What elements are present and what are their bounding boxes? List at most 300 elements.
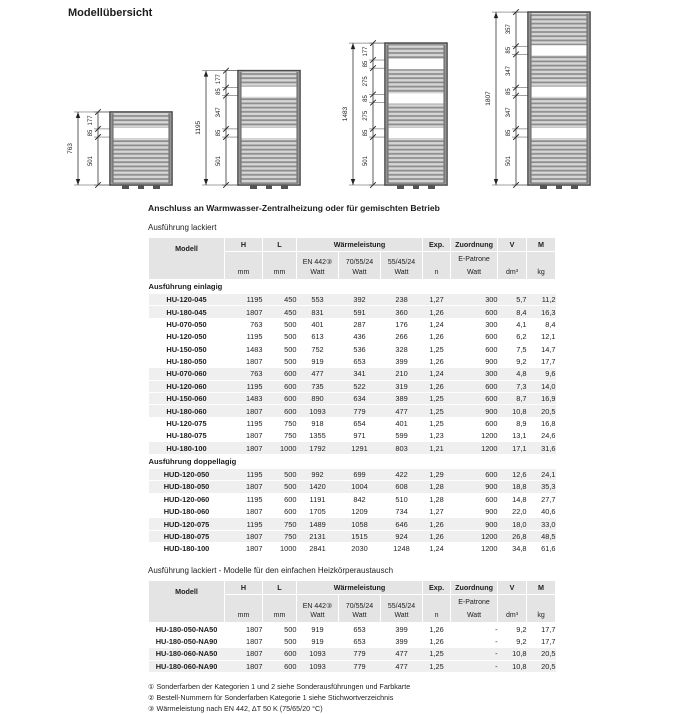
value-cell-en: 1792 <box>297 442 339 454</box>
value-cell-w70: 591 <box>339 306 381 318</box>
dimension-label: 275 <box>363 76 369 87</box>
value-cell-m: 17,7 <box>527 635 556 647</box>
spec-table-main <box>148 237 556 555</box>
value-cell-w70: 1004 <box>339 481 381 493</box>
value-cell-exp: 1,25 <box>423 392 451 404</box>
value-cell-en: 1705 <box>297 505 339 517</box>
dimension-label: 85 <box>363 129 369 137</box>
value-cell-ep: 600 <box>451 392 498 404</box>
value-cell-h: 1807 <box>225 505 263 517</box>
value-cell-ep: 600 <box>451 417 498 429</box>
value-cell-exp: 1,25 <box>423 417 451 429</box>
group-label: Ausführung doppellagig <box>149 454 556 468</box>
value-cell-ep: 600 <box>451 468 498 480</box>
value-cell-l: 750 <box>263 518 297 530</box>
value-cell-ep: 600 <box>451 306 498 318</box>
model-cell: HU-150-060 <box>149 392 225 404</box>
table2-body <box>149 623 556 673</box>
value-cell-v: 8,9 <box>498 417 527 429</box>
value-cell-l: 1000 <box>263 543 297 555</box>
value-cell-m: 24,1 <box>527 468 556 480</box>
table-row <box>149 468 556 480</box>
value-cell-en: 613 <box>297 331 339 343</box>
value-cell-v: 4,8 <box>498 368 527 380</box>
table-row <box>149 543 556 555</box>
value-cell-w70: 341 <box>339 368 381 380</box>
value-cell-en: 735 <box>297 380 339 392</box>
value-cell-en: 1420 <box>297 481 339 493</box>
footnote-text: Bestell-Nummern für Sonderfarben Kategorie 1 siehe Stichwortverzeichnis <box>156 693 394 703</box>
table-row <box>149 505 556 517</box>
value-cell-w70: 522 <box>339 380 381 392</box>
value-cell-l: 450 <box>263 306 297 318</box>
value-cell-m: 16,9 <box>527 392 556 404</box>
value-cell-w70: 779 <box>339 405 381 417</box>
value-cell-w55: 319 <box>381 380 423 392</box>
value-cell-l: 500 <box>263 318 297 330</box>
value-cell-h: 763 <box>225 368 263 380</box>
value-cell-h: 1807 <box>225 648 263 660</box>
value-cell-v: 22,0 <box>498 505 527 517</box>
value-cell-exp: 1,24 <box>423 543 451 555</box>
value-cell-exp: 1,29 <box>423 468 451 480</box>
dimension-label: 275 <box>363 110 369 121</box>
value-cell-w55: 266 <box>381 331 423 343</box>
value-cell-v: 10,8 <box>498 405 527 417</box>
value-cell-exp: 1,24 <box>423 318 451 330</box>
value-cell-en: 919 <box>297 635 339 647</box>
col-unit-kg: kg <box>527 595 556 623</box>
value-cell-ep: 600 <box>451 493 498 505</box>
value-cell-w55: 477 <box>381 405 423 417</box>
col-header-zuordnung: Zuordnung <box>451 238 498 252</box>
value-cell-m: 20,5 <box>527 648 556 660</box>
col-header-m: M <box>527 238 556 252</box>
col-header-e-patrone: E-Patrone Watt <box>451 595 498 623</box>
table-row <box>149 648 556 660</box>
value-cell-m: 8,4 <box>527 318 556 330</box>
value-cell-en: 752 <box>297 343 339 355</box>
value-cell-v: 26,8 <box>498 530 527 542</box>
section-heading: Anschluss an Warmwasser-Zentralheizung oder für gemischten Betrieb <box>148 203 440 213</box>
table-row <box>149 635 556 647</box>
model-cell: HU-180-045 <box>149 306 225 318</box>
value-cell-l: 600 <box>263 505 297 517</box>
value-cell-h: 1483 <box>225 392 263 404</box>
col-unit-n: n <box>423 252 451 280</box>
value-cell-m: 9,6 <box>527 368 556 380</box>
table-row <box>149 318 556 330</box>
value-cell-m: 17,7 <box>527 623 556 635</box>
value-cell-h: 1807 <box>225 660 263 672</box>
value-cell-m: 14,0 <box>527 380 556 392</box>
dimension-label: 85 <box>506 129 512 137</box>
value-cell-w55: 360 <box>381 306 423 318</box>
table2-caption: Ausführung lackiert - Modelle für den einfachen Heizkörperaustausch <box>148 566 394 576</box>
value-cell-w55: 1248 <box>381 543 423 555</box>
page-title: Modellübersicht <box>68 7 153 19</box>
value-cell-en: 401 <box>297 318 339 330</box>
table-row <box>149 306 556 318</box>
value-cell-w70: 436 <box>339 331 381 343</box>
radiator-diagram <box>194 9 309 197</box>
value-cell-ep: 900 <box>451 505 498 517</box>
value-cell-w70: 971 <box>339 430 381 442</box>
table1-header <box>149 238 556 280</box>
value-cell-w70: 287 <box>339 318 381 330</box>
value-cell-ep: 600 <box>451 380 498 392</box>
value-cell-v: 34,8 <box>498 543 527 555</box>
dimension-label: 501 <box>506 156 512 167</box>
value-cell-w70: 536 <box>339 343 381 355</box>
value-cell-en: 918 <box>297 417 339 429</box>
value-cell-m: 12,1 <box>527 331 556 343</box>
value-cell-m: 20,5 <box>527 405 556 417</box>
value-cell-w55: 328 <box>381 343 423 355</box>
col-unit-dm3: dm³ <box>498 595 527 623</box>
value-cell-v: 14,8 <box>498 493 527 505</box>
value-cell-exp: 1,26 <box>423 635 451 647</box>
dimension-label: 501 <box>363 156 369 167</box>
value-cell-en: 477 <box>297 368 339 380</box>
value-cell-m: 33,0 <box>527 518 556 530</box>
footnotes <box>148 681 556 714</box>
dimension-label: 85 <box>363 95 369 102</box>
value-cell-h: 1807 <box>225 530 263 542</box>
value-cell-w55: 399 <box>381 623 423 635</box>
value-cell-w70: 2030 <box>339 543 381 555</box>
model-cell: HU-180-060 <box>149 405 225 417</box>
value-cell-w70: 653 <box>339 355 381 367</box>
model-cell: HU-120-050 <box>149 331 225 343</box>
value-cell-v: 9,2 <box>498 635 527 647</box>
value-cell-exp: 1,24 <box>423 368 451 380</box>
value-cell-ep: 1200 <box>451 543 498 555</box>
value-cell-exp: 1,25 <box>423 648 451 660</box>
value-cell-ep: 900 <box>451 518 498 530</box>
value-cell-w55: 210 <box>381 368 423 380</box>
col-header-modell: Modell <box>149 238 225 280</box>
dimension-label: 357 <box>506 24 512 35</box>
value-cell-en: 1191 <box>297 493 339 505</box>
value-cell-h: 1195 <box>225 468 263 480</box>
value-cell-w55: 510 <box>381 493 423 505</box>
value-cell-l: 500 <box>263 343 297 355</box>
value-cell-h: 1807 <box>225 306 263 318</box>
table-row <box>149 380 556 392</box>
col-header-l: L <box>263 238 297 252</box>
value-cell-l: 500 <box>263 331 297 343</box>
value-cell-m: 24,6 <box>527 430 556 442</box>
value-cell-m: 17,7 <box>527 355 556 367</box>
value-cell-w55: 399 <box>381 635 423 647</box>
value-cell-v: 17,1 <box>498 442 527 454</box>
value-cell-w70: 779 <box>339 660 381 672</box>
table-row <box>149 430 556 442</box>
value-cell-en: 2841 <box>297 543 339 555</box>
table-row <box>149 392 556 404</box>
table-row <box>149 623 556 635</box>
value-cell-h: 1807 <box>225 635 263 647</box>
col-unit-dm3: dm³ <box>498 252 527 280</box>
value-cell-ep: 1200 <box>451 430 498 442</box>
value-cell-l: 500 <box>263 481 297 493</box>
value-cell-ep: 300 <box>451 293 498 305</box>
value-cell-ep: 600 <box>451 331 498 343</box>
value-cell-exp: 1,26 <box>423 623 451 635</box>
value-cell-m: 61,6 <box>527 543 556 555</box>
value-cell-w55: 803 <box>381 442 423 454</box>
value-cell-ep: - <box>451 635 498 647</box>
table-row <box>149 405 556 417</box>
value-cell-exp: 1,26 <box>423 355 451 367</box>
col-header-en442: EN 442③ Watt <box>297 595 339 623</box>
value-cell-exp: 1,26 <box>423 306 451 318</box>
table-row <box>149 493 556 505</box>
footnote-marker: ③ <box>148 704 157 714</box>
radiator-diagram <box>341 9 456 197</box>
col-unit-kg: kg <box>527 252 556 280</box>
value-cell-w55: 389 <box>381 392 423 404</box>
value-cell-v: 9,2 <box>498 355 527 367</box>
dimension-label: 177 <box>216 74 222 85</box>
col-header-55-45-24: 55/45/24 Watt <box>381 252 423 280</box>
group-header-row <box>149 280 556 294</box>
value-cell-v: 4,1 <box>498 318 527 330</box>
col-header-exp: Exp. <box>423 238 451 252</box>
value-cell-en: 2131 <box>297 530 339 542</box>
value-cell-h: 1195 <box>225 293 263 305</box>
model-cell: HU-180-050 <box>149 355 225 367</box>
value-cell-l: 750 <box>263 430 297 442</box>
model-cell: HU-120-075 <box>149 417 225 429</box>
value-cell-h: 1807 <box>225 543 263 555</box>
value-cell-exp: 1,23 <box>423 430 451 442</box>
model-cell: HUD-180-100 <box>149 543 225 555</box>
value-cell-m: 11,2 <box>527 293 556 305</box>
value-cell-w70: 392 <box>339 293 381 305</box>
value-cell-exp: 1,27 <box>423 293 451 305</box>
value-cell-w70: 779 <box>339 648 381 660</box>
value-cell-ep: 300 <box>451 318 498 330</box>
value-cell-h: 1195 <box>225 331 263 343</box>
value-cell-exp: 1,25 <box>423 405 451 417</box>
table-row <box>149 417 556 429</box>
model-cell: HU-180-075 <box>149 430 225 442</box>
value-cell-l: 600 <box>263 493 297 505</box>
col-unit-l-mm: mm <box>263 595 297 623</box>
model-cell: HU-180-050-NA50 <box>149 623 225 635</box>
model-cell: HU-150-050 <box>149 343 225 355</box>
col-header-exp: Exp. <box>423 581 451 595</box>
value-cell-exp: 1,21 <box>423 442 451 454</box>
dimension-label: 85 <box>506 88 512 95</box>
value-cell-en: 1093 <box>297 648 339 660</box>
value-cell-w55: 477 <box>381 648 423 660</box>
model-cell: HU-070-060 <box>149 368 225 380</box>
value-cell-en: 992 <box>297 468 339 480</box>
value-cell-en: 1093 <box>297 660 339 672</box>
value-cell-w70: 699 <box>339 468 381 480</box>
table-row <box>149 660 556 672</box>
dimension-label: 1483 <box>342 106 349 122</box>
value-cell-l: 500 <box>263 623 297 635</box>
value-cell-v: 10,8 <box>498 648 527 660</box>
value-cell-l: 600 <box>263 380 297 392</box>
model-cell: HUD-180-075 <box>149 530 225 542</box>
col-header-modell: Modell <box>149 581 225 623</box>
value-cell-l: 450 <box>263 293 297 305</box>
dimension-label: 85 <box>363 60 369 68</box>
value-cell-w55: 734 <box>381 505 423 517</box>
value-cell-w55: 924 <box>381 530 423 542</box>
value-cell-en: 1489 <box>297 518 339 530</box>
footnote <box>148 681 556 692</box>
value-cell-h: 1195 <box>225 518 263 530</box>
value-cell-v: 6,2 <box>498 331 527 343</box>
value-cell-exp: 1,28 <box>423 481 451 493</box>
dimension-label: 177 <box>363 46 369 57</box>
table-row <box>149 343 556 355</box>
dimension-label: 347 <box>506 107 512 118</box>
table2-header <box>149 581 556 623</box>
value-cell-en: 553 <box>297 293 339 305</box>
value-cell-l: 1000 <box>263 442 297 454</box>
value-cell-v: 18,8 <box>498 481 527 493</box>
dimension-label: 177 <box>88 115 94 126</box>
value-cell-v: 10,8 <box>498 660 527 672</box>
value-cell-ep: 900 <box>451 355 498 367</box>
table-row <box>149 518 556 530</box>
value-cell-ep: 600 <box>451 343 498 355</box>
value-cell-ep: - <box>451 660 498 672</box>
table-row <box>149 442 556 454</box>
value-cell-m: 48,5 <box>527 530 556 542</box>
value-cell-w70: 1058 <box>339 518 381 530</box>
value-cell-w70: 653 <box>339 635 381 647</box>
content-column <box>148 203 556 714</box>
value-cell-en: 890 <box>297 392 339 404</box>
table1-body <box>149 280 556 555</box>
value-cell-exp: 1,26 <box>423 380 451 392</box>
value-cell-w70: 842 <box>339 493 381 505</box>
col-header-l: L <box>263 581 297 595</box>
value-cell-h: 1807 <box>225 623 263 635</box>
col-header-v: V <box>498 238 527 252</box>
col-header-70-55-24: 70/55/24 Watt <box>339 595 381 623</box>
footnote <box>148 703 556 714</box>
value-cell-exp: 1,28 <box>423 493 451 505</box>
value-cell-w55: 422 <box>381 468 423 480</box>
dimension-label: 347 <box>506 65 512 76</box>
group-header-row <box>149 454 556 468</box>
value-cell-w55: 608 <box>381 481 423 493</box>
value-cell-ep: 900 <box>451 481 498 493</box>
value-cell-l: 750 <box>263 417 297 429</box>
value-cell-m: 27,7 <box>527 493 556 505</box>
value-cell-w70: 634 <box>339 392 381 404</box>
table-row <box>149 530 556 542</box>
value-cell-v: 7,5 <box>498 343 527 355</box>
footnote-marker: ① <box>148 681 157 691</box>
value-cell-w70: 654 <box>339 417 381 429</box>
value-cell-en: 1093 <box>297 405 339 417</box>
dimension-label: 1195 <box>195 120 202 135</box>
col-unit-l-mm: mm <box>263 252 297 280</box>
radiator-diagrams <box>0 0 700 200</box>
model-cell: HU-180-060-NA90 <box>149 660 225 672</box>
value-cell-h: 1807 <box>225 430 263 442</box>
col-unit-h-mm: mm <box>225 595 263 623</box>
value-cell-h: 1807 <box>225 481 263 493</box>
value-cell-exp: 1,26 <box>423 530 451 542</box>
value-cell-l: 600 <box>263 660 297 672</box>
value-cell-v: 18,0 <box>498 518 527 530</box>
col-header-waermeleistung: Wärmeleistung <box>297 238 423 252</box>
value-cell-w70: 653 <box>339 623 381 635</box>
value-cell-l: 600 <box>263 648 297 660</box>
value-cell-w70: 1209 <box>339 505 381 517</box>
table-row <box>149 355 556 367</box>
col-header-e-patrone: E-Patrone Watt <box>451 252 498 280</box>
col-header-waermeleistung: Wärmeleistung <box>297 581 423 595</box>
value-cell-ep: - <box>451 623 498 635</box>
col-header-h: H <box>225 581 263 595</box>
value-cell-l: 500 <box>263 635 297 647</box>
value-cell-l: 500 <box>263 355 297 367</box>
value-cell-h: 763 <box>225 318 263 330</box>
value-cell-h: 1195 <box>225 417 263 429</box>
table1-caption: Ausführung lackiert <box>148 223 217 232</box>
table-row <box>149 481 556 493</box>
value-cell-h: 1483 <box>225 343 263 355</box>
value-cell-en: 919 <box>297 623 339 635</box>
dimension-label: 501 <box>88 156 94 167</box>
table-row <box>149 331 556 343</box>
value-cell-l: 600 <box>263 405 297 417</box>
value-cell-v: 5,7 <box>498 293 527 305</box>
model-cell: HUD-180-060 <box>149 505 225 517</box>
value-cell-v: 9,2 <box>498 623 527 635</box>
table-row <box>149 368 556 380</box>
value-cell-en: 919 <box>297 355 339 367</box>
value-cell-m: 16,8 <box>527 417 556 429</box>
footnote-text: Wärmeleistung nach EN 442, ΔT 50 K (75/65/20 °C) <box>156 704 323 714</box>
dimension-label: 501 <box>216 156 222 167</box>
dimension-label: 1807 <box>485 91 492 106</box>
col-header-zuordnung: Zuordnung <box>451 581 498 595</box>
value-cell-l: 500 <box>263 468 297 480</box>
model-cell: HU-180-100 <box>149 442 225 454</box>
value-cell-v: 7,3 <box>498 380 527 392</box>
model-cell: HU-070-050 <box>149 318 225 330</box>
value-cell-l: 750 <box>263 530 297 542</box>
value-cell-w55: 401 <box>381 417 423 429</box>
value-cell-exp: 1,26 <box>423 518 451 530</box>
value-cell-exp: 1,25 <box>423 343 451 355</box>
value-cell-v: 13,1 <box>498 430 527 442</box>
spec-table-replacement <box>148 580 556 673</box>
value-cell-v: 12,6 <box>498 468 527 480</box>
value-cell-l: 600 <box>263 392 297 404</box>
value-cell-m: 14,7 <box>527 343 556 355</box>
model-cell: HUD-120-075 <box>149 518 225 530</box>
value-cell-w55: 599 <box>381 430 423 442</box>
value-cell-v: 8,7 <box>498 392 527 404</box>
group-label: Ausführung einlagig <box>149 280 556 294</box>
radiator-diagram <box>484 9 599 197</box>
model-cell: HU-120-060 <box>149 380 225 392</box>
